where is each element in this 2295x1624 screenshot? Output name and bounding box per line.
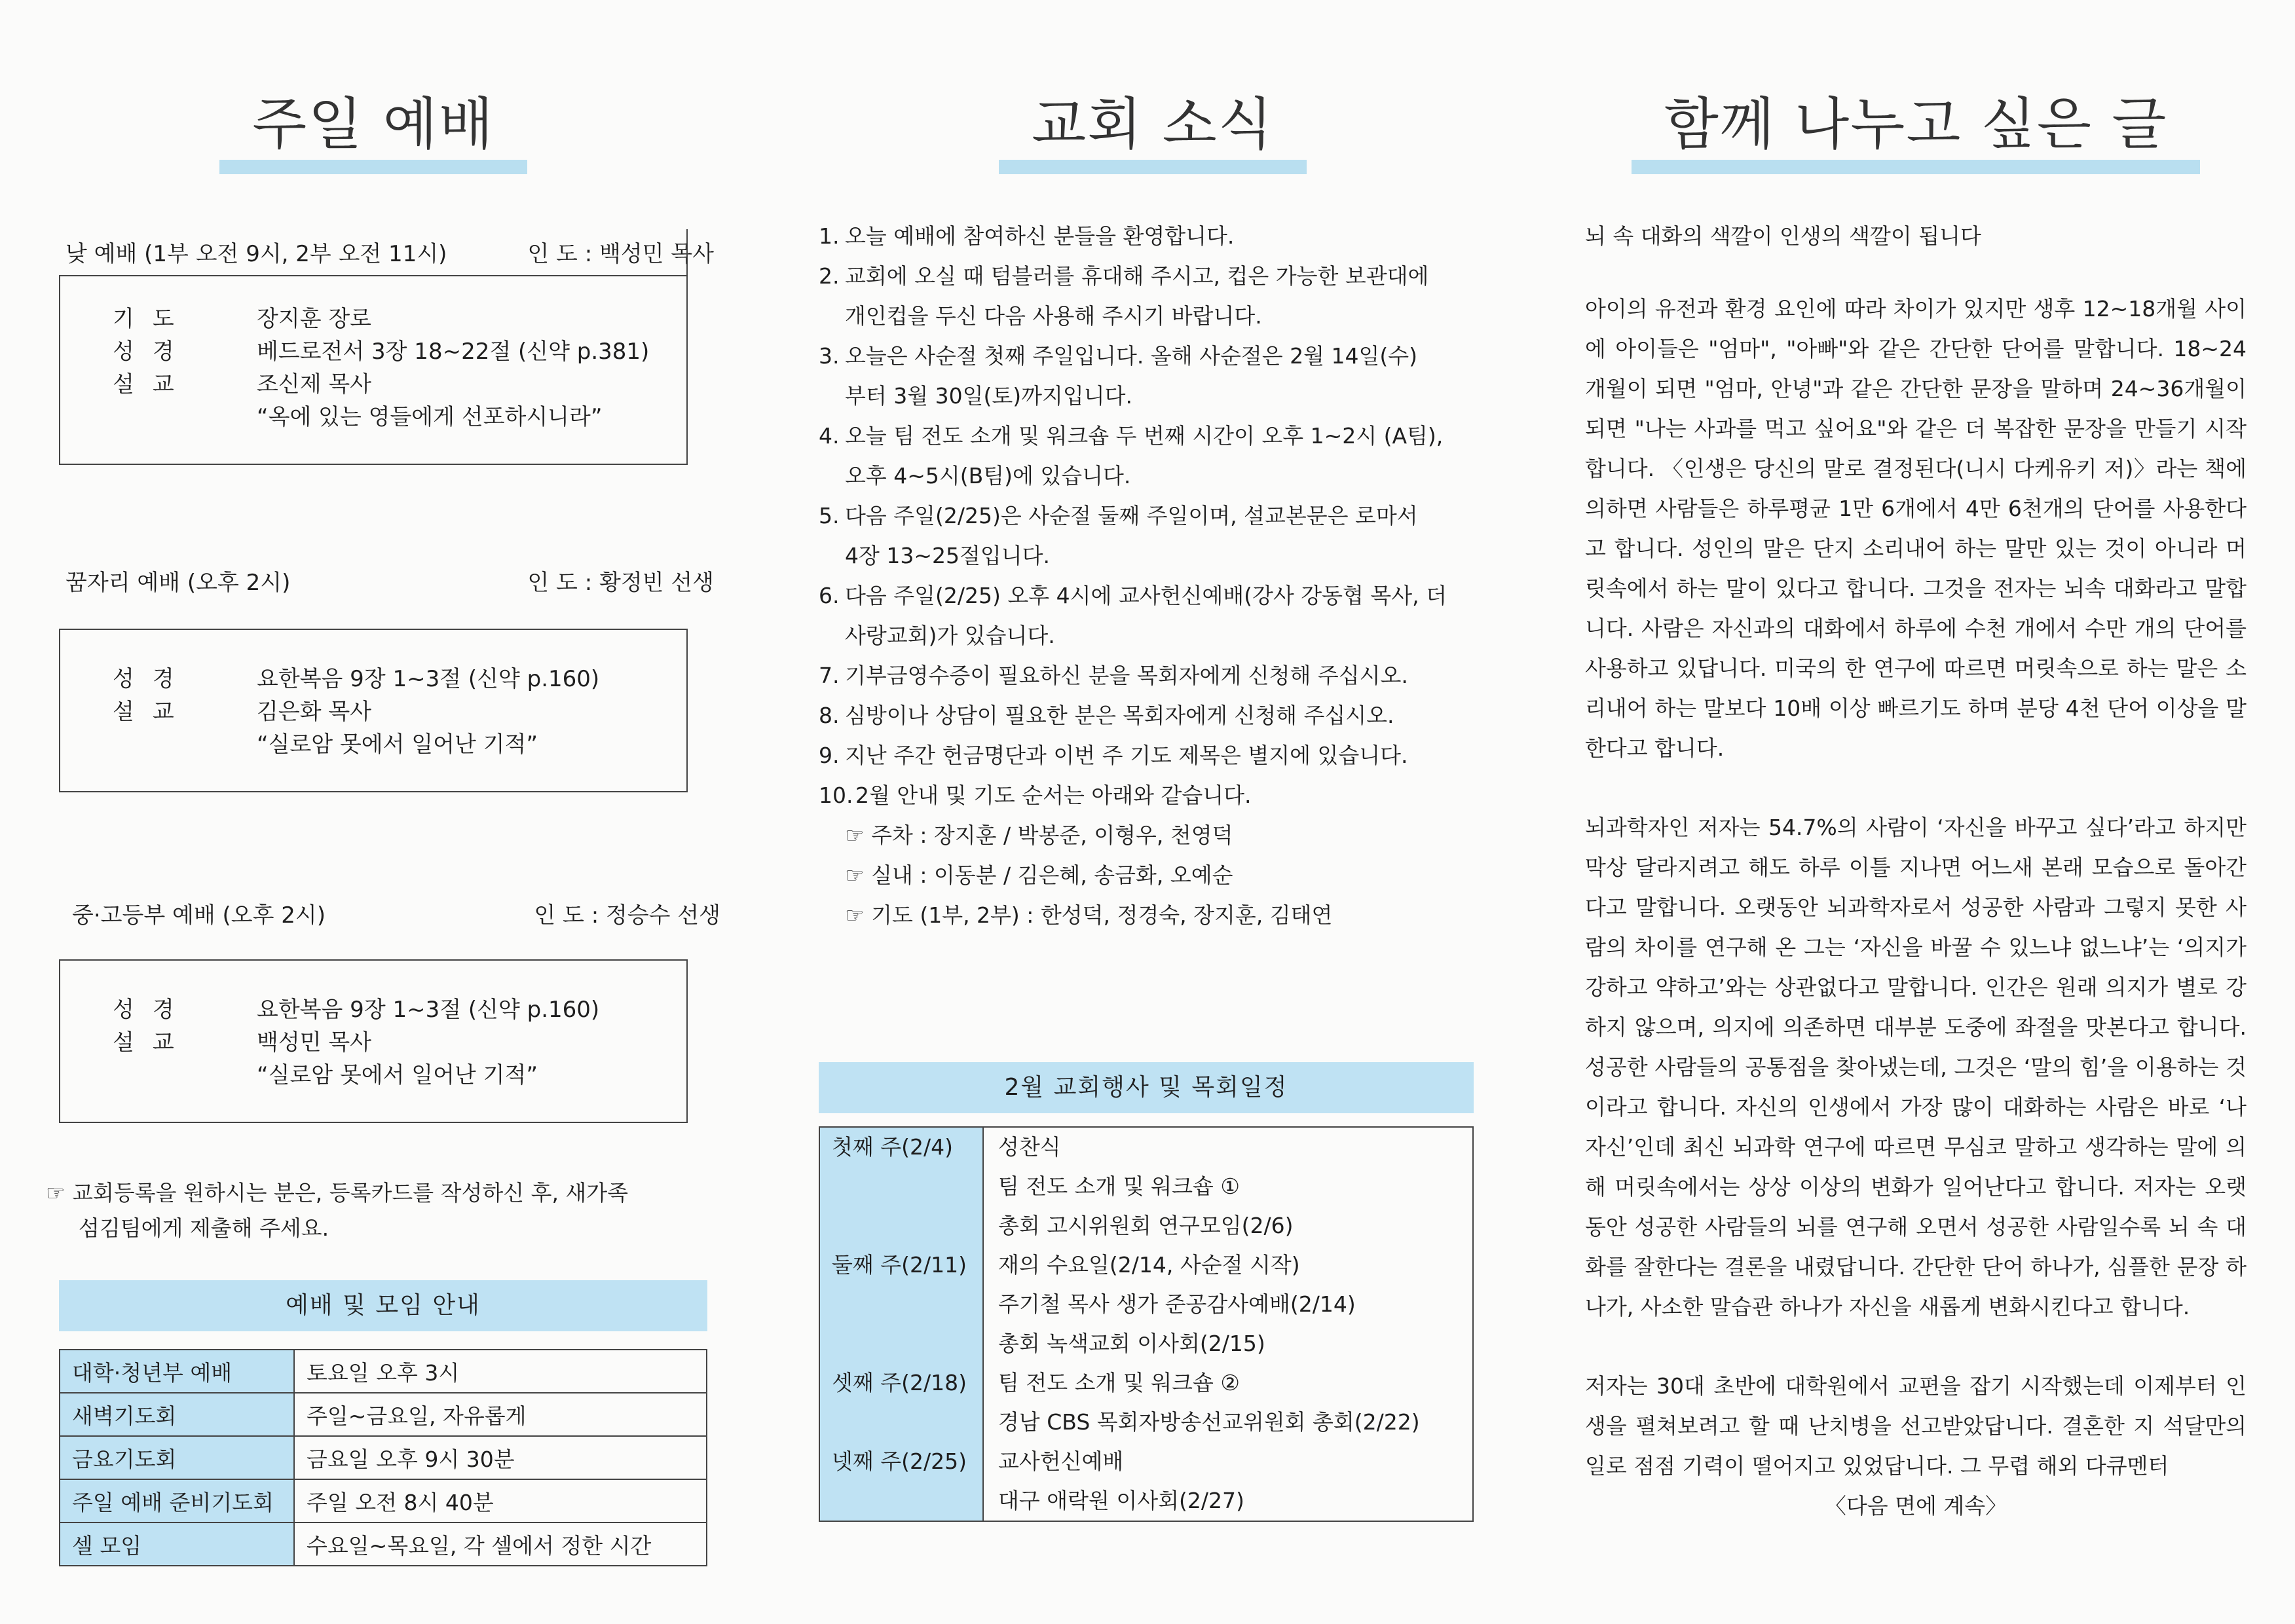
- service-header: [72, 897, 720, 929]
- worship-heading: [46, 79, 701, 165]
- list-item: 1. 오늘 예배에 참여하신 분들을 환영합니다.: [819, 223, 1235, 249]
- list-item: 7. 기부금영수증이 필요하신 분을 목회자에게 신청해 주십시오.: [819, 663, 1408, 688]
- list-item: 9. 지난 주간 헌금명단과 이번 주 기도 제목은 별지에 있습니다.: [819, 743, 1408, 768]
- news-list: [819, 216, 1500, 935]
- list-item: 2. 교회에 오실 때 텀블러를 휴대해 주시고, 컵은 가능한 보관대에 개인컵을 두신 다음 사용해 주시기 바랍니다.: [819, 263, 1429, 329]
- list-item: ☞ 주차 : 장지훈 / 박봉준, 이형우, 천영덕: [845, 822, 1233, 848]
- service-leader: 인 도 : 정승수 선생: [534, 902, 720, 929]
- essay-heading: [1585, 79, 2247, 165]
- essay-paragraph: 뇌과학자인 저자는 54.7%의 사람이 ‘자신을 바꾸고 싶다’라고 하지만 막상 달라지려고 해도 하루 이틀 지나면 어느새 본래 모습으로 돌아간다고 말합니다. 오랫동안 뇌과학자로서 성공한 사람과 그렇지 못한 사람의 차이를 연구해 온 그는 ‘자신을 바꿀 수 있느냐 없느냐’는 ‘의지가 강하고 약하고’와는 상관없다고 말합니다. 인간은 원래 의지가 별로 강하지 않으며, 의지에 의존하면 대부분 도중에 좌절을 맛본다고 합니다. 성공한 사람들의 공통점을 찾아냈는데, 그것은 ‘말의 힘’을 이용하는 것이라고 합니다. 자신의 인생에서 가장 많이 대화하는 사람은 바로 ‘나 자신’인데 최신 뇌과학 연구에 따르면 무심코 말하고 생각하는 말에 의해 머릿속에서는 상상 이상의 변화가 일어난다고 합니다. 저자는 오랫동안 성공한 사람들의 뇌를 연구해 오면서 성공한 사람일수록 뇌 속 대화를 잘한다는 결론을 내렸답니다. 간단한 단어 하나가, 심플한 문장 하나가, 사소한 말습관 하나가 자신을 새롭게 변화시킨다고 합니다.: [1585, 815, 2247, 1320]
- meetings-table: [59, 1349, 707, 1566]
- list-item: 10. 2월 안내 및 기도 순서는 아래와 같습니다.: [819, 783, 1252, 808]
- table-row: 넷째 주(2/25) 교사헌신예배 대구 애락원 이사회(2/27): [819, 1442, 1473, 1521]
- list-item: 5. 다음 주일(2/25)은 사순절 둘째 주일이며, 설교본문은 로마서 4장 13~25절입니다.: [819, 503, 1418, 568]
- essay-body: [1585, 216, 2247, 1526]
- news-title: 교회 소식: [999, 79, 1307, 165]
- service-box: 기도 장지훈 장로 성경 베드로전서 3장 18~22절 (신약 p.381) 설교 조신제 목사 “옥에 있는 영들에게 선포하시니라”: [59, 275, 688, 465]
- continued-note: 〈다음 면에 계속〉: [1824, 1493, 2007, 1519]
- table-row: 셀 모임 수요일~목요일, 각 셀에서 정한 시간: [60, 1522, 707, 1566]
- table-row: 둘째 주(2/11) 재의 수요일(2/14, 사순절 시작) 주기철 목사 생가 준공감사예배(2/14) 총회 녹색교회 이사회(2/15): [819, 1246, 1473, 1363]
- list-item: 4. 오늘 팀 전도 소개 및 워크숍 두 번째 시간이 오후 1~2시 (A팀), 오후 4~5시(B팀)에 있습니다.: [819, 423, 1444, 489]
- service-name: 낮 예배 (1부 오전 9시, 2부 오전 11시): [65, 241, 447, 267]
- list-item: 8. 심방이나 상담이 필요한 분은 목회자에게 신청해 주십시오.: [819, 703, 1394, 728]
- list-item: 6. 다음 주일(2/25) 오후 4시에 교사헌신예배(강사 강동협 목사, 더 사랑교회)가 있습니다.: [819, 583, 1447, 648]
- service-name: 꿈자리 예배 (오후 2시): [65, 570, 291, 596]
- service-leader: 인 도 : 황정빈 선생: [527, 570, 714, 596]
- events-table: [819, 1126, 1474, 1522]
- list-item: ☞ 실내 : 이동분 / 김은혜, 송금화, 오예순: [845, 862, 1233, 888]
- table-row: 주일 예배 준비기도회 주일 오전 8시 40분: [60, 1479, 707, 1522]
- meetings-title: 예배 및 모임 안내: [59, 1280, 707, 1331]
- table-row: 새벽기도회 주일~금요일, 자유롭게: [60, 1393, 707, 1436]
- service-header: [65, 564, 714, 597]
- list-item: 3. 오늘은 사순절 첫째 주일입니다. 올해 사순절은 2월 14일(수) 부터 3월 30일(토)까지입니다.: [819, 343, 1417, 409]
- service-box: 성경 요한복음 9장 1~3절 (신약 p.160) 설교 백성민 목사 “실로암 못에서 일어난 기적”: [59, 959, 688, 1123]
- table-row: 금요기도회 금요일 오후 9시 30분: [60, 1436, 707, 1479]
- table-row: 대학·청년부 예배 토요일 오후 3시: [60, 1350, 707, 1393]
- service-box-top: [59, 229, 688, 275]
- essay-subtitle: 뇌 속 대화의 색깔이 인생의 색깔이 됩니다: [1585, 223, 1981, 249]
- service-name: 중·고등부 예배 (오후 2시): [72, 902, 326, 929]
- essay-title: 함께 나누고 싶은 글: [1632, 79, 2201, 165]
- essay-paragraph: 저자는 30대 초반에 대학원에서 교편을 잡기 시작했는데 이제부터 인생을 펼쳐보려고 할 때 난치병을 선고받았답니다. 결혼한 지 석달만의 일로 점점 기력이 떨어지고 있었답니다. 그 무렵 해외 다큐멘터: [1585, 1373, 2247, 1479]
- list-item: ☞ 기도 (1부, 2부) : 한성덕, 정경숙, 장지훈, 김태연: [845, 902, 1333, 928]
- worship-title: 주일 예배: [219, 79, 527, 165]
- table-row: 셋째 주(2/18) 팀 전도 소개 및 워크숍 ② 경남 CBS 목회자방송선교위원회 총회(2/22): [819, 1363, 1473, 1442]
- service-box: 성경 요한복음 9장 1~3절 (신약 p.160) 설교 김은화 목사 “실로암 못에서 일어난 기적”: [59, 629, 688, 792]
- events-title: 2월 교회행사 및 목회일정: [819, 1062, 1474, 1113]
- service-leader: 인 도 : 백성민 목사: [527, 241, 714, 267]
- table-row: 첫째 주(2/4) 성찬식 팀 전도 소개 및 워크숍 ① 총회 고시위원회 연구모임(2/6): [819, 1127, 1473, 1246]
- essay-paragraph: 아이의 유전과 환경 요인에 따라 차이가 있지만 생후 12~18개월 사이에 아이들은 "엄마", "아빠"와 같은 간단한 단어를 말합니다. 18~24개월이 되면 "엄마, 안녕"과 같은 간단한 문장을 말하며 24~36개월이 되면 "나는 사과를 먹고 싶어요"와 같은 더 복잡한 문장을 만들기 시작합니다. 〈인생은 당신의 말로 결정된다(니시 다케유키 저)〉라는 책에 의하면 사람들은 하루평균 1만 6개에서 4만 6천개의 단어를 사용한다고 합니다. 성인의 말은 단지 소리내어 하는 말만 있는 것이 아니라 머릿속에서 하는 말이 있다고 합니다. 그것을 전자는 뇌속 대화라고 말합니다. 사람은 자신과의 대화에서 하루에 수천 개에서 수만 개의 단어를 사용하고 있답니다. 미국의 한 연구에 따르면 머릿속으로 하는 말은 소리내어 하는 말보다 10배 이상 빠르기도 하며 분당 4천 단어 이상을 말한다고 합니다.: [1585, 296, 2247, 761]
- news-heading: [806, 79, 1500, 165]
- registration-note: ☞ 교회등록을 원하시는 분은, 등록카드를 작성하신 후, 새가족 섬김팀에게 제출해 주세요.: [46, 1180, 629, 1241]
